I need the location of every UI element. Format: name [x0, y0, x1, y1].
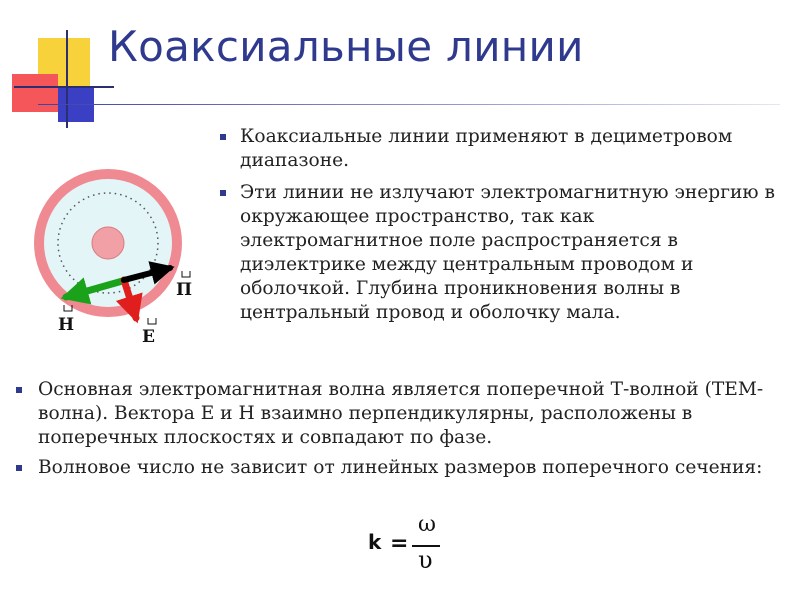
formula-equals: =	[390, 531, 409, 556]
wavenumber-formula	[368, 512, 458, 582]
upper-bullet-list	[220, 125, 780, 333]
label-e: E	[142, 327, 155, 347]
bullet-item	[16, 456, 786, 480]
title-underline	[38, 104, 780, 105]
deco-vertical-line	[66, 30, 68, 128]
label-e-vector-mark	[148, 318, 156, 324]
bullet-square-icon	[16, 387, 22, 393]
deco-red-square	[12, 74, 58, 112]
formula-denominator: υ	[418, 546, 433, 574]
bullet-item	[220, 181, 780, 325]
deco-blue-square	[58, 88, 94, 122]
label-h: H	[58, 315, 75, 335]
bullet-square-icon	[16, 465, 22, 471]
bullet-text: Коаксиальные линии применяют в дециметровом диапазоне.	[240, 126, 733, 171]
bullet-text: Волновое число не зависит от линейных размеров поперечного сечения:	[38, 457, 763, 478]
label-p-vector-mark	[182, 271, 190, 277]
bullet-text: Основная электромагнитная волна является поперечной Т-волной (ТЕМ-волна). Вектора Е и Н взаимно перпендикулярны, расположены в поперечных плоскостях и совпадают по фазе.	[38, 379, 764, 448]
deco-horizontal-line	[14, 86, 114, 88]
coax-center-conductor	[92, 227, 124, 259]
page-title: Коаксиальные линии	[108, 22, 584, 71]
bullet-square-icon	[220, 190, 226, 196]
bullet-text: Эти линии не излучают электромагнитную энергию в окружающее пространство, так как электромагнитное поле распространяется в диэлектрике между центральным проводом и оболочкой. Глубина проникновения волны в центральный провод и оболочку мала.	[240, 182, 775, 323]
lower-bullet-list	[16, 378, 786, 486]
label-p: П	[176, 280, 193, 300]
bullet-square-icon	[220, 134, 226, 140]
formula-numerator: ω	[418, 512, 436, 537]
bullet-item	[220, 125, 780, 173]
coax-diagram	[28, 165, 208, 355]
bullet-item	[16, 378, 786, 450]
formula-lhs: k	[368, 530, 382, 554]
